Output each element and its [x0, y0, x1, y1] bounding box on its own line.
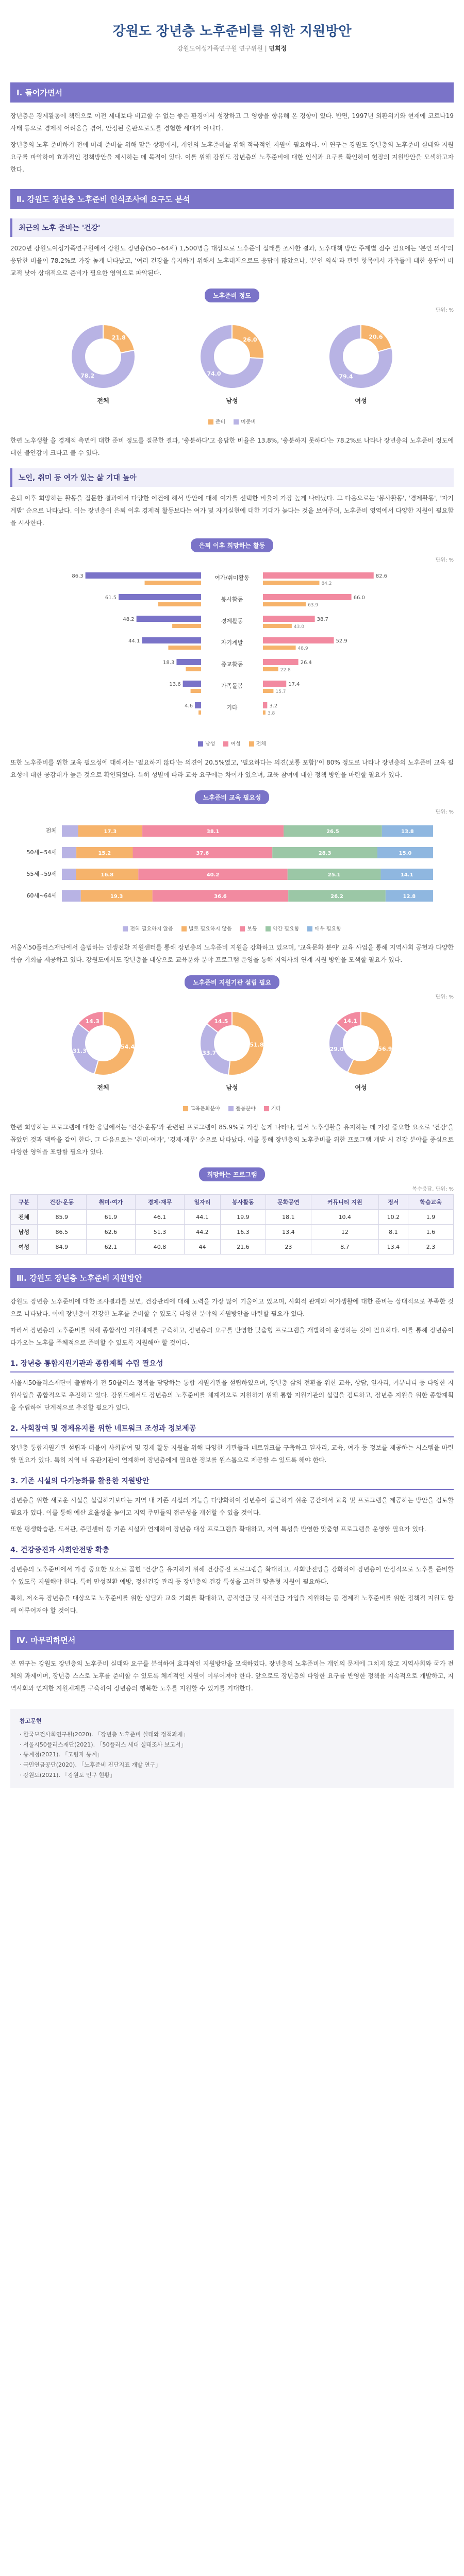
legend-item [264, 1104, 281, 1112]
legend-item [234, 417, 256, 425]
table-cell: 23 [266, 1240, 311, 1255]
data-label: 22.8 [280, 668, 291, 673]
data-label: 78.2 [80, 372, 95, 380]
data-label: 14.5 [214, 1018, 228, 1025]
paragraph: 한편 희망하는 프로그램에 대한 응답에서는 '건강·운동'과 관련된 프로그램이 85.9%로 가장 높게 나타나, 앞서 노후생활을 유지하는 데 가장 중요한 요소로 '건강'을 꼽았던 것과 맥락을 같이 한다. 그 다음으로는 '취미·여가', '경제·재무' 순으로 나타났다. 이를 통해 장년층의 노후준비를 위한 프로그램 개발 시 건강 분야를 중심으로 다양한 영역을 포함할 필요가 있다. [10, 1124, 454, 1156]
data-label: 61.5 [105, 595, 117, 601]
bar-male [137, 616, 201, 622]
data-label: 51.8 [250, 1041, 264, 1048]
data-label: 26.0 [243, 336, 257, 344]
table-header-cell: 취미·여가 [86, 1195, 135, 1210]
table-cell: 21.6 [220, 1240, 266, 1255]
chart-legend [10, 924, 454, 932]
legend-swatch [198, 741, 203, 747]
header [10, 0, 454, 69]
paragraph: 특히, 저소득 장년층을 대상으로 노후준비를 위한 상담과 교육 기회를 확대하고, 공적연금 및 사적연금 가입을 지원하는 등 경제적 노후준비를 위한 정책적 지원도 함께 이루어져야 할 것이다. [10, 1595, 454, 1614]
data-label: 15.7 [275, 689, 286, 694]
table-header-cell: 일자리 [185, 1195, 221, 1210]
legend-item [123, 924, 173, 932]
legend-label: 약간 필요함 [272, 926, 300, 932]
data-label: 29.0 [329, 1045, 344, 1053]
legend-item [249, 739, 266, 747]
section-4-heading: Ⅳ. 마무리하면서 [10, 1630, 454, 1650]
table-cell: 10.4 [311, 1210, 378, 1225]
chart-legend [10, 417, 454, 425]
stacked-segment [62, 869, 76, 880]
table-cell: 46.1 [135, 1210, 184, 1225]
table-cell: 8.1 [378, 1225, 408, 1240]
category-label: 여가/취미활동 [214, 574, 250, 581]
category-label: 경제활동 [221, 618, 243, 624]
table-header-cell: 커뮤니티 지원 [311, 1195, 378, 1210]
data-label: 25.1 [327, 872, 341, 878]
legend-label: 전체 [256, 741, 266, 747]
legend-item [228, 1104, 256, 1112]
bar-female [263, 616, 315, 622]
data-label: 3.8 [267, 711, 275, 716]
table-header-cell: 봉사활동 [220, 1195, 266, 1210]
paragraph: 2020년 강원도여성가족연구원에서 강원도 장년층(50~64세) 1,500명을 대상으로 노후준비 실태를 조사한 결과, 노후대책 방안 주제별 점수 필요에는 '본인 의식'의 응답한 비율이 78.2%로 가장 높게 나타났고, '여러 건강을 유지하기 위해서 노후대책으로도 응답이 많았으나, '본인 의식'과 관련 항목에서 가족들에 대한 응답이 비교적 낮아 상대적으로 준비가 필요한 영역으로 파악된다. [10, 245, 454, 277]
legend-swatch [264, 1106, 269, 1111]
data-label: 31.3 [72, 1047, 87, 1055]
legend-label: 돌봄분야 [236, 1106, 256, 1112]
data-label: 12.8 [403, 894, 416, 900]
data-label: 14.3 [85, 1018, 100, 1025]
bar-female [263, 594, 352, 600]
paragraph: 서울시50플러스재단에서 출범하는 인생전환 지원센터를 통해 장년층의 노후준비 지원을 강화하고 있으며, '교육문화 분야' 교육 사업을 통해 지역사회 공헌과 다양한 학습 기회를 제공하고 있다. 강원도에서도 장년층을 대상으로 교육문화 분야 프로그램 운영을 통해 지역사회 연계 지원 방안을 모색할 필요가 있다. [10, 944, 454, 963]
bar-male [86, 572, 201, 579]
category-label: 종교활동 [221, 661, 243, 668]
stacked-segment [62, 825, 78, 837]
table-cell: 18.1 [266, 1210, 311, 1225]
table-header-cell: 문화공연 [266, 1195, 311, 1210]
legend-label: 여성 [230, 741, 241, 747]
data-label: 44.1 [128, 638, 140, 644]
bar-total [263, 602, 306, 606]
data-label: 17.3 [104, 829, 117, 835]
table-cell: 85.9 [37, 1210, 86, 1225]
bar-female [263, 572, 374, 579]
donut-chart [10, 315, 454, 413]
data-label: 66.0 [353, 595, 365, 601]
legend-label: 매우 필요함 [314, 926, 341, 932]
paragraph: 장년층의 노후 준비하기 전에 미래 준비를 위해 맡은 상황에서, 개인의 노후준비를 위해 적극적인 지원이 필요하다. 이 연구는 강원도 장년층의 노후준비 실태와 지원 요구를 파악하여 효과적인 정책방안을 제시하는 데 목적이 있다. 이를 위해 강원도 장년층의 노후준비에 대한 인식과 요구를 확인하여 현장의 지원방안을 모색하고자 한다. [10, 141, 454, 173]
bar-total [263, 667, 278, 671]
table-header-row [11, 1195, 454, 1210]
legend-label: 교육문화분야 [190, 1106, 220, 1112]
table-cell: 86.5 [37, 1225, 86, 1240]
data-label: 15.0 [399, 851, 412, 856]
table-cell: 13.4 [378, 1240, 408, 1255]
group-label: 여성 [355, 1084, 367, 1091]
stacked-bar-chart [10, 817, 454, 920]
legend-swatch [249, 741, 254, 747]
table-header-cell: 구분 [11, 1195, 38, 1210]
data-label: 21.8 [111, 334, 126, 341]
table-cell: 16.3 [220, 1225, 266, 1240]
reference-item: · 서울시50플러스재단(2021). 「50플러스 세대 실태조사 보고서」 [20, 1741, 187, 1748]
category-label: 자기계발 [221, 639, 243, 646]
data-label: 14.1 [343, 1018, 357, 1025]
paragraph: 또한 평생학습관, 도서관, 주민센터 등 기존 시설과 연계하여 장년층 대상 프로그램을 확대하고, 지역 특성을 반영한 맞춤형 프로그램을 운영할 필요가 있다. [10, 1526, 426, 1533]
data-label: 52.9 [336, 638, 347, 644]
bar-total [191, 689, 201, 693]
paragraph: 은퇴 이후 희망하는 활동을 질문한 결과에서 다양한 여건에 해서 방안에 대해 여가를 선택한 비율이 가장 높게 나타났다. 그 다음으로는 '봉사활동', '경제활동', '자기계발' 순으로 나타났다. 이는 장년층이 은퇴 이후 경제적 활동보다는 여가 및 자기실현에 대한 기대가 높다는 것을 보여주며, 노후준비 영역에서 다양한 지원이 필요함을 시사한다. [10, 495, 454, 527]
legend-swatch [223, 741, 228, 747]
table-cell: 40.8 [135, 1240, 184, 1255]
reference-item: · 통계청(2021). 「고령자 통계」 [20, 1751, 103, 1758]
figure-unit: 단위: % [435, 809, 454, 815]
legend-swatch [240, 926, 245, 931]
row-header-cell: 전체 [11, 1210, 38, 1225]
data-label: 38.1 [206, 829, 220, 835]
legend-swatch [228, 1106, 234, 1111]
figure-4 [10, 975, 454, 1112]
figure-3 [10, 790, 454, 932]
data-label: 26.4 [300, 660, 312, 666]
category-label: 가족돌봄 [221, 683, 243, 689]
author-name: 민희정 [269, 45, 287, 52]
legend-label: 기타 [271, 1106, 281, 1112]
data-label: 54.4 [120, 1043, 135, 1050]
data-label: 18.3 [163, 660, 175, 666]
data-label: 28.3 [318, 851, 332, 856]
table-cell: 44.1 [185, 1210, 221, 1225]
page-title: 강원도 장년층 노후준비를 위한 지원방안 [112, 24, 352, 39]
figure-unit: 단위: % [435, 308, 454, 313]
table-cell: 8.7 [311, 1240, 378, 1255]
data-label: 79.4 [339, 373, 353, 380]
bar-male [176, 659, 201, 665]
row-header-cell: 여성 [11, 1240, 38, 1255]
paragraph: 한편 노후생활 을 경제적 측면에 대한 준비 정도를 질문한 결과, '충분하다'고 응답한 비율은 13.8%, '충분하지 못하다'는 78.2%로 나타나 장년층의 노후준비 정도에 대한 불안감이 크다고 볼 수 있다. [10, 437, 454, 456]
legend-swatch [123, 926, 128, 931]
data-label: 56.9 [378, 1045, 392, 1053]
paragraph: 강원도 장년층 노후준비에 대한 조사결과를 보면, 건강관리에 대해 노력을 가장 많이 기울이고 있으며, 사회적 관계와 여가생활에 대한 준비는 상대적으로 부족한 것으로 나타났다. 이에 장년층이 건강한 노후를 준비할 수 있도록 다양한 분야의 지원방안을 마련할 필요가 있다. [10, 1298, 454, 1317]
legend-label: 전혀 필요하지 않음 [130, 926, 173, 932]
table-cell: 13.4 [266, 1225, 311, 1240]
references-heading: 참고문헌 [20, 1718, 42, 1724]
table-cell: 61.9 [86, 1210, 135, 1225]
figure-unit: 단위: % [435, 557, 454, 563]
program-table-figure [10, 1167, 454, 1255]
table-cell: 12 [311, 1225, 378, 1240]
table-cell: 1.6 [408, 1225, 453, 1240]
data-label: 17.4 [288, 682, 300, 687]
legend-item [198, 739, 215, 747]
legend-item [181, 924, 232, 932]
reference-item: · 한국보건사회연구원(2020). 「장년층 노후준비 실태와 정책과제」 [20, 1731, 189, 1738]
references-box [10, 1709, 454, 1788]
legend-item [240, 924, 257, 932]
legend-label: 보통 [247, 926, 257, 932]
figure-caption: 은퇴 이후 희망하는 활동 [191, 538, 273, 552]
legend-label: 별로 필요하지 않음 [188, 926, 232, 932]
category-label: 기타 [226, 704, 238, 711]
data-label: 48.2 [123, 617, 135, 622]
author-affiliation: 강원도여성가족연구원 연구위원 [177, 45, 263, 52]
bar-female [263, 681, 286, 687]
figure-1 [10, 289, 454, 425]
group-label: 남성 [226, 1084, 238, 1091]
legend-swatch [307, 926, 312, 931]
table-cell: 62.1 [86, 1240, 135, 1255]
legend-swatch [208, 419, 213, 425]
chart-legend [10, 1104, 454, 1112]
data-label: 3.2 [269, 703, 278, 709]
data-label: 26.2 [330, 894, 343, 900]
bar-total [263, 646, 296, 650]
figure-caption: 노후준비 정도 [205, 289, 259, 302]
table-unit: 복수응답, 단위: % [412, 1187, 454, 1192]
bar-male [183, 681, 201, 687]
data-label: 40.2 [206, 872, 220, 878]
data-label: 63.9 [308, 603, 319, 608]
legend-item [223, 739, 240, 747]
subheading: 2. 사회참여 및 경제유지를 위한 네트워크 조성과 정보제공 [10, 1423, 454, 1437]
donut-chart [10, 1002, 454, 1100]
data-label: 33.7 [202, 1049, 217, 1057]
group-label: 전체 [97, 1084, 109, 1091]
bar-total [168, 646, 201, 650]
group-label: 전체 [97, 397, 109, 404]
paragraph: 장년층은 경제활동에 책력으로 이전 세대보다 비교할 수 없는 좋은 환경에서 성장하고 그 영향을 향유해 온 경향이 있다. 반면, 1997년 외환위기와 현재에 코로나19 사태 등으로 경제적 어려움을 겪어, 안정된 출판으로도를 경험한 세대가 아니다. [10, 112, 454, 132]
figure-unit: 단위: % [435, 994, 454, 1000]
legend-label: 준비 [215, 419, 226, 425]
group-label: 남성 [226, 397, 238, 404]
table-cell: 44.2 [185, 1225, 221, 1240]
table-header-cell: 정서 [378, 1195, 408, 1210]
legend-swatch [181, 926, 187, 931]
legend-swatch [234, 419, 239, 425]
legend-item [208, 417, 225, 425]
table-cell: 10.2 [378, 1210, 408, 1225]
stacked-segment [62, 847, 76, 858]
bar-total [263, 581, 319, 585]
table-header-cell: 건강·운동 [37, 1195, 86, 1210]
category-label: 봉사활동 [221, 596, 243, 603]
data-label: 15.2 [98, 851, 111, 856]
bar-female [263, 702, 267, 708]
figure-caption: 노후준비 교육 필요성 [195, 790, 270, 804]
butterfly-bar-chart [10, 565, 454, 735]
bar-total [145, 581, 201, 585]
data-label: 16.8 [101, 872, 114, 878]
bar-total [263, 710, 266, 715]
data-label: 48.9 [297, 646, 308, 651]
data-label: 36.6 [214, 894, 227, 900]
paragraph: 장년층을 위한 새로운 시설을 설립하기보다는 지역 내 기존 시설의 기능을 다양화하여 장년층이 접근하기 쉬운 공간에서 교육 및 프로그램을 제공하는 방안을 검토할 필요가 있다. 이를 통해 예산 효율성을 높이고 지역 주민들의 접근성을 개선할 수 있을 것이다. [10, 1497, 454, 1516]
section-1-heading: Ⅰ. 들어가면서 [10, 82, 454, 103]
figure-caption: 노후준비 지원기관 설립 필요 [185, 975, 279, 989]
table-body [11, 1210, 454, 1255]
author-line: 강원도여성가족연구원 연구위원 | 민희정 [177, 45, 287, 52]
data-label: 13.8 [401, 829, 414, 835]
table-cell: 19.9 [220, 1210, 266, 1225]
row-header-cell: 남성 [11, 1225, 38, 1240]
group-label: 여성 [355, 397, 367, 404]
table-header-cell: 학습교육 [408, 1195, 453, 1210]
table-cell: 44 [185, 1240, 221, 1255]
legend-item [266, 924, 299, 932]
reference-item: · 국민연금공단(2020). 「노후준비 진단지표 개발 연구」 [20, 1761, 161, 1769]
bar-female [263, 659, 299, 665]
data-label: 38.7 [317, 617, 328, 622]
legend-label: 미준비 [241, 419, 256, 425]
table-cell: 2.3 [408, 1240, 453, 1255]
data-label: 84.2 [321, 581, 332, 586]
legend-swatch [266, 926, 271, 931]
subheading: 3. 기존 시설의 다기능화를 활용한 지원방안 [10, 1476, 454, 1490]
subheading: 4. 건강증진과 사회안전망 확충 [10, 1545, 454, 1559]
data-label: 13.6 [169, 682, 181, 687]
table-cell: 62.6 [86, 1225, 135, 1240]
bar-total [198, 710, 201, 715]
chart-legend [10, 739, 454, 747]
category-label: 50세~54세 [26, 849, 57, 856]
subheading: 최근의 노후 준비는 '건강' [10, 218, 454, 237]
table-cell: 51.3 [135, 1225, 184, 1240]
table-cell: 1.9 [408, 1210, 453, 1225]
table-cell: 84.9 [37, 1240, 86, 1255]
data-label: 37.6 [196, 851, 209, 856]
paragraph: 따라서 장년층의 노후준비를 위해 종합적인 지원체계를 구축하고, 장년층의 요구를 반영한 맞춤형 프로그램을 개발하여 운영하는 것이 필요하다. 이를 통해 장년층이 다가오는 노후를 주체적으로 준비할 수 있도록 지원해야 할 것이다. [10, 1327, 454, 1346]
bar-male [119, 594, 201, 600]
data-label: 19.3 [110, 894, 123, 900]
legend-swatch [183, 1106, 188, 1111]
paragraph: 장년층의 노후준비에서 가장 중요한 요소로 꼽힌 '건강'을 유지하기 위해 건강증진 프로그램을 확대하고, 사회안전망을 강화하여 장년층이 안정적으로 노후를 준비할 수 있도록 지원해야 한다. 특히 만성질환 예방, 정신건강 관리 등 장년층의 건강 특성을 고려한 맞춤형 지원이 필요하다. [10, 1566, 454, 1585]
bar-female [263, 637, 334, 643]
data-label: 14.1 [400, 872, 413, 878]
figure-2 [10, 538, 454, 747]
data-label: 20.6 [369, 333, 383, 341]
table-header-cell: 경제·재무 [135, 1195, 184, 1210]
bar-total [172, 624, 201, 628]
stacked-segment [62, 890, 81, 902]
paragraph: 본 연구는 강원도 장년층의 노후준비 실태와 요구를 분석하여 효과적인 지원방안을 모색하였다. 장년층의 노후준비는 개인의 문제에 그치지 않고 지역사회와 국가 전체의 과제이며, 장년층 스스로 노후를 준비할 수 있도록 체계적인 지원이 이루어져야 한다. 앞으로도 장년층의 다양한 요구를 반영한 정책을 지속적으로 개발하고, 지역사회와 연계한 지원체계를 구축하여 장년층의 행복한 노후를 지원할 수 있기를 기대한다. [10, 1660, 454, 1692]
data-label: 43.0 [293, 624, 304, 630]
table-caption: 희망하는 프로그램 [199, 1167, 266, 1181]
legend-item [307, 924, 341, 932]
program-table [10, 1194, 454, 1255]
subheading: 1. 장년층 통합지원기관과 종합계획 수립 필요성 [10, 1358, 454, 1372]
legend-item [183, 1104, 220, 1112]
table-row [11, 1225, 454, 1240]
table-row [11, 1210, 454, 1225]
reference-item: · 강원도(2021). 「강원도 인구 현황」 [20, 1771, 115, 1778]
section-3-heading: Ⅲ. 강원도 장년층 노후준비 지원방안 [10, 1268, 454, 1288]
bar-male [195, 702, 201, 708]
category-label: 55세~59세 [26, 871, 57, 877]
category-label: 60세~64세 [26, 892, 57, 899]
paragraph: 서울시50플러스재단이 출범하기 전 50플러스 정책을 담당하는 통합 지원기관을 설립하였으며, 장년층 삶의 전환을 위한 교육, 상담, 일자리, 커뮤니티 등 다양한 지원사업을 종합적으로 추진하고 있다. 강원도에서도 장년층의 노후준비를 체계적으로 지원하기 위해 통합 지원기관의 설립을 검토하고, 장년층 지원을 위한 종합계획을 수립하여 단계적으로 추진할 필요가 있다. [10, 1379, 454, 1411]
subheading: 노인, 취미 등 여가 있는 삶 기대 높아 [10, 468, 454, 487]
bar-total [158, 602, 201, 606]
bar-total [186, 667, 201, 671]
bar-total [263, 624, 292, 628]
paragraph: 장년층 통합지원기관 설립과 더불어 사회참여 및 경제 활동 지원을 위해 다양한 기관들과 네트워크를 구축하고 일자리, 교육, 여가 등 정보를 제공하는 시스템을 마련할 필요가 있다. 특히 지역 내 유관기관이 연계하여 장년층에게 필요한 정보를 원스톱으로 제공할 수 있도록 해야 한다. [10, 1444, 454, 1464]
data-label: 26.5 [326, 829, 339, 835]
table-row [11, 1240, 454, 1255]
data-label: 74.0 [207, 370, 221, 377]
bar-male [142, 637, 201, 643]
data-label: 82.6 [375, 573, 388, 579]
paragraph: 또한 노후준비를 위한 교육 필요성에 대해서는 '필요하지 않다'는 의견이 20.5%였고, '필요하다는 의견(보통 포함)'이 80% 정도로 나타나 장년층의 노후준비 교육 필요성에 대한 공감대가 높은 것으로 확인되었다. 특히 성별에 따라 교육 요구에는 차이가 있으며, 교육 참여에 대한 정책 방안을 마련할 필요가 있다. [10, 759, 454, 778]
category-label: 전체 [45, 827, 57, 834]
bar-total [263, 689, 273, 693]
section-2-heading: Ⅱ. 강원도 장년층 노후준비 인식조사에 요구도 분석 [10, 189, 454, 209]
legend-label: 남성 [205, 741, 216, 747]
data-label: 4.6 [185, 703, 193, 709]
data-label: 86.3 [72, 573, 84, 579]
